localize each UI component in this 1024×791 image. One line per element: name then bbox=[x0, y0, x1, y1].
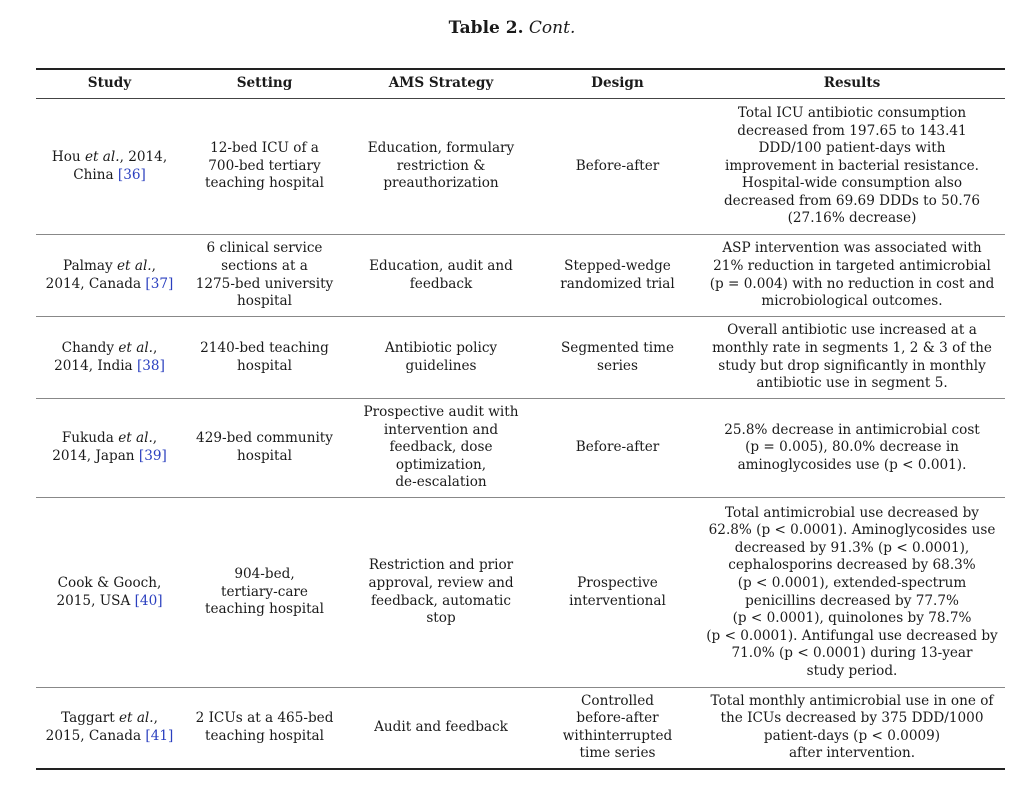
year-country: 2014, India bbox=[54, 357, 137, 374]
cell-line: interventional bbox=[569, 592, 666, 609]
cell-line: preauthorization bbox=[383, 175, 499, 192]
author-suffix: , bbox=[153, 339, 158, 356]
col-header-study: Study bbox=[36, 69, 183, 99]
cell-line: before-after bbox=[576, 710, 659, 727]
citation-link[interactable]: [39] bbox=[138, 448, 167, 464]
cell-line: teaching hospital bbox=[205, 727, 324, 744]
study-cell bbox=[36, 235, 183, 317]
cell-line: monthly rate in segments 1, 2 & 3 of the bbox=[712, 339, 992, 356]
study-year-country bbox=[42, 167, 177, 185]
cell-line: 25.8% decrease in antimicrobial cost bbox=[724, 421, 980, 438]
cell-line: after intervention. bbox=[788, 745, 916, 762]
results-cell bbox=[699, 399, 1005, 498]
study-cell bbox=[36, 688, 183, 769]
cell-line: penicillins decreased by 77.7% bbox=[745, 592, 959, 609]
design-cell bbox=[536, 688, 699, 769]
cell-line: study period. bbox=[806, 662, 898, 679]
strategy-cell bbox=[346, 317, 536, 399]
strategy-cell bbox=[346, 688, 536, 769]
cell-line: time series bbox=[579, 745, 656, 762]
studies-table bbox=[36, 68, 1005, 770]
cell-line: randomized trial bbox=[560, 275, 675, 292]
cell-line: (27.16% decrease) bbox=[787, 210, 917, 227]
cell-line: DDD/100 patient-days with bbox=[758, 140, 946, 157]
cell-line: decreased from 197.65 to 143.41 bbox=[737, 122, 967, 139]
citation-link[interactable]: [40] bbox=[134, 592, 163, 609]
cell-line: improvement in bacterial resistance. bbox=[725, 157, 979, 174]
design-cell bbox=[536, 498, 699, 688]
year-country: 2015, USA bbox=[56, 592, 135, 609]
author-suffix: , bbox=[152, 430, 158, 447]
cell-line: de-escalation bbox=[395, 474, 487, 491]
study-year-country bbox=[42, 728, 177, 746]
cell-line: hospital bbox=[237, 293, 292, 310]
cell-line: Hospital-wide consumption also bbox=[741, 175, 963, 192]
results-cell bbox=[699, 317, 1005, 399]
cell-line: optimization, bbox=[395, 456, 487, 473]
cell-line: 62.8% (p < 0.0001). Aminoglycosides use bbox=[708, 522, 996, 539]
study-cell bbox=[36, 317, 183, 399]
study-year-country bbox=[42, 593, 177, 611]
author-name: Fukuda bbox=[61, 430, 119, 447]
cell-line: 1275-bed university bbox=[195, 275, 334, 292]
cell-line: restriction & bbox=[396, 157, 486, 174]
cell-line: Before-after bbox=[575, 157, 660, 174]
cell-line: aminoglycosides use (p < 0.001). bbox=[737, 456, 967, 473]
cell-line: intervention and bbox=[383, 421, 499, 438]
cell-line: decreased from 69.69 DDDs to 50.76 bbox=[723, 192, 981, 209]
cell-line: teaching hospital bbox=[205, 175, 324, 192]
col-header-strategy: AMS Strategy bbox=[346, 69, 536, 99]
et-al: et al. bbox=[84, 148, 120, 165]
year-country: 2014, Japan bbox=[52, 448, 139, 464]
results-cell bbox=[699, 498, 1005, 688]
study-cell bbox=[36, 498, 183, 688]
cell-line: stop bbox=[426, 610, 456, 627]
et-al: et al. bbox=[118, 339, 153, 356]
cell-line: 2140-bed teaching bbox=[200, 339, 329, 356]
design-cell bbox=[536, 317, 699, 399]
design-cell bbox=[536, 235, 699, 317]
col-header-setting: Setting bbox=[183, 69, 346, 99]
citation-link[interactable]: [41] bbox=[145, 727, 174, 744]
cell-line: Antibiotic policy bbox=[384, 339, 498, 356]
study-cell bbox=[36, 99, 183, 235]
table-row bbox=[36, 317, 1005, 399]
cell-line: the ICUs decreased by 375 DDD/1000 bbox=[720, 710, 984, 727]
cell-line: Prospective audit with bbox=[363, 404, 519, 421]
et-al: et al. bbox=[117, 257, 152, 274]
cell-line: 2 ICUs at a 465-bed bbox=[195, 710, 334, 727]
cell-line: Overall antibiotic use increased at a bbox=[727, 322, 977, 339]
cell-line: 904-bed, bbox=[234, 566, 295, 583]
results-cell bbox=[699, 235, 1005, 317]
author-suffix: , 2014, bbox=[119, 148, 168, 165]
table-caption bbox=[0, 18, 1024, 38]
author-suffix: , bbox=[151, 257, 156, 274]
cell-line: feedback, dose bbox=[389, 439, 493, 456]
table-row bbox=[36, 399, 1005, 498]
study-author bbox=[42, 575, 177, 593]
cell-line: 21% reduction in targeted antimicrobial bbox=[713, 257, 991, 274]
col-header-results: Results bbox=[699, 69, 1005, 99]
design-cell bbox=[536, 399, 699, 498]
cell-line: feedback, automatic bbox=[370, 592, 512, 609]
cell-line: series bbox=[597, 357, 638, 374]
author-name: Cook & Gooch, bbox=[57, 574, 162, 591]
citation-link[interactable]: [38] bbox=[136, 357, 165, 374]
et-al: et al. bbox=[118, 710, 154, 727]
table-row bbox=[36, 99, 1005, 235]
year-country: 2015, Canada bbox=[45, 727, 146, 744]
strategy-cell bbox=[346, 99, 536, 235]
cell-line: Before-after bbox=[575, 439, 660, 456]
setting-cell bbox=[183, 235, 346, 317]
cell-line: Audit and feedback bbox=[374, 718, 508, 735]
cell-line: 71.0% (p < 0.0001) during 13-year bbox=[731, 645, 973, 662]
cell-line: Total antimicrobial use decreased by bbox=[725, 504, 979, 521]
header-row bbox=[36, 69, 1005, 99]
caption-label: Table 2. bbox=[448, 18, 524, 38]
cell-line: Segmented time bbox=[560, 339, 675, 356]
cell-line: Total monthly antimicrobial use in one of bbox=[710, 692, 994, 709]
cell-line: Restriction and prior bbox=[368, 557, 514, 574]
setting-cell bbox=[183, 688, 346, 769]
cell-line: microbiological outcomes. bbox=[761, 293, 943, 310]
col-header-design: Design bbox=[536, 69, 699, 99]
setting-cell bbox=[183, 498, 346, 688]
cell-line: decreased by 91.3% (p < 0.0001), bbox=[734, 539, 970, 556]
study-cell bbox=[36, 399, 183, 498]
cell-line: study but drop significantly in monthly bbox=[718, 357, 986, 374]
cell-line: (p < 0.0001), extended-spectrum bbox=[737, 574, 967, 591]
cell-line: 700-bed tertiary bbox=[208, 157, 321, 174]
cell-line: hospital bbox=[237, 448, 292, 464]
cell-line: 429-bed community bbox=[196, 430, 333, 447]
cell-line: 12-bed ICU of a bbox=[210, 140, 319, 157]
strategy-cell bbox=[346, 399, 536, 498]
study-year-country bbox=[42, 448, 177, 466]
et-al: et al. bbox=[118, 430, 153, 447]
study-author bbox=[42, 340, 177, 358]
cell-line: feedback bbox=[409, 275, 473, 292]
cell-line: approval, review and bbox=[368, 574, 514, 591]
author-suffix: , bbox=[153, 710, 158, 727]
setting-cell bbox=[183, 399, 346, 498]
cell-line: Prospective bbox=[577, 574, 658, 591]
cell-line: cephalosporins decreased by 68.3% bbox=[728, 557, 976, 574]
cell-line: withinterrupted bbox=[562, 727, 673, 744]
study-author bbox=[42, 430, 177, 448]
design-cell bbox=[536, 99, 699, 235]
strategy-cell bbox=[346, 235, 536, 317]
citation-link[interactable]: [37] bbox=[145, 275, 174, 292]
cell-line: 6 clinical service bbox=[206, 240, 323, 257]
author-name: Chandy bbox=[61, 339, 119, 356]
year-country: China bbox=[73, 166, 118, 183]
study-year-country bbox=[42, 276, 177, 294]
setting-cell bbox=[183, 99, 346, 235]
study-author bbox=[42, 710, 177, 728]
results-cell bbox=[699, 99, 1005, 235]
cell-line: antibiotic use in segment 5. bbox=[756, 375, 948, 392]
cell-line: hospital bbox=[237, 357, 292, 374]
cell-line: Education, audit and bbox=[369, 257, 513, 274]
cell-line: ASP intervention was associated with bbox=[722, 240, 982, 257]
cell-line: tertiary-care bbox=[221, 583, 308, 600]
cell-line: (p = 0.005), 80.0% decrease in bbox=[745, 439, 959, 456]
study-year-country bbox=[42, 358, 177, 376]
citation-link[interactable]: [36] bbox=[117, 166, 146, 183]
cell-line: guidelines bbox=[405, 357, 477, 374]
cell-line: Total ICU antibiotic consumption bbox=[737, 104, 967, 121]
cell-line: Controlled bbox=[581, 692, 654, 709]
cell-line: teaching hospital bbox=[205, 601, 324, 618]
cell-line: (p < 0.0001). Antifungal use decreased by bbox=[706, 627, 998, 644]
author-name: Palmay bbox=[63, 257, 118, 274]
strategy-cell bbox=[346, 498, 536, 688]
cell-line: Education, formulary bbox=[367, 140, 515, 157]
cell-line: sections at a bbox=[221, 257, 308, 274]
caption-suffix: Cont. bbox=[528, 18, 576, 38]
cell-line: (p = 0.004) with no reduction in cost and bbox=[709, 275, 995, 292]
cell-line: patient-days (p < 0.0009) bbox=[763, 727, 941, 744]
cell-line: Stepped-wedge bbox=[564, 257, 671, 274]
table-body bbox=[36, 99, 1005, 769]
study-author bbox=[42, 258, 177, 276]
table-row bbox=[36, 235, 1005, 317]
author-name: Hou bbox=[51, 148, 85, 165]
cell-line: (p < 0.0001), quinolones by 78.7% bbox=[732, 610, 972, 627]
results-cell bbox=[699, 688, 1005, 769]
year-country: 2014, Canada bbox=[45, 275, 146, 292]
table-row bbox=[36, 688, 1005, 769]
author-name: Taggart bbox=[61, 710, 119, 727]
table-row bbox=[36, 498, 1005, 688]
study-author bbox=[42, 149, 177, 167]
setting-cell bbox=[183, 317, 346, 399]
